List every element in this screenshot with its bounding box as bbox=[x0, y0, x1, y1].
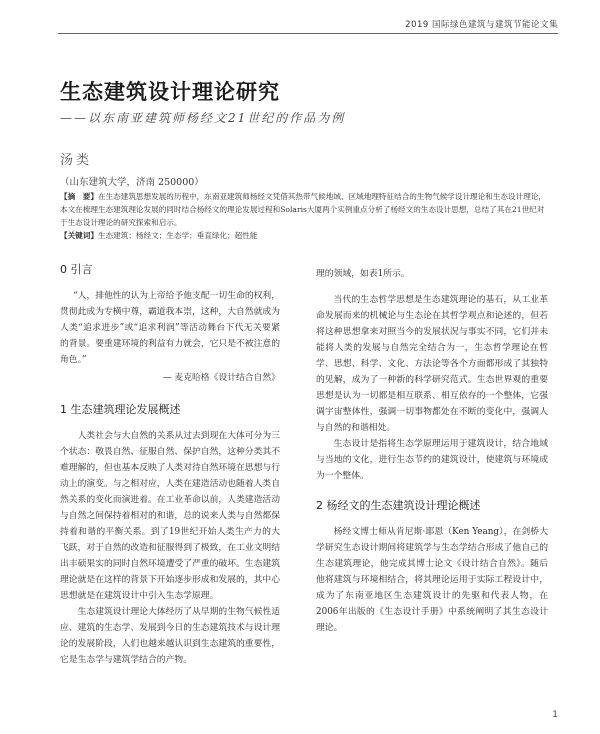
right-paragraph-1: 当代的生态哲学思想是生态建筑理论的基石，从工业革命发展而来的机械论与生态论在其哲学观点和论述的，但若将这种思想拿来对照当今的发展状况与事实不同，它们并未能将人类的发展与自然完全结合为一，生态哲学理论在哲学、思想、科学、文化、方法论等各个方面都形成了其独特的见解，成为了一种新的科学研究范式。生态世界观的重要思想是认为一切都是相互联系、相互依存的一个整体，它强调宇宙整体性，强调一切事物都处在不断的变化中，强调人与自然的和谐相处。 bbox=[316, 295, 548, 433]
right-column bbox=[316, 292, 548, 636]
section-1-paragraph: 人类社会与大自然的关系从过去到现在大体可分为三个状态：敬畏自然、征服自然、保护自然，这种分类其不难理解的，但也基本反映了人类对待自然环境在思想与行动上的演变。与之相对应，人类在建造活动也随着人类自然关系的变化而演进着。在工业革命以前，人类建造活动与自然之间保持着相对的和谐，总的说来人类与自然都保持着和谐的平衡关系。到了19世纪开始人类生产力的大飞跃，对于自然的改造和征服得到了极致，在工业文明结出丰硕果实的同时自然环境遭受了严重的破坏。生态建筑理论就是在这样的背景下开始逐步形成和发展的，其中心思想就是在建筑设计中引入生态学原理。 bbox=[60, 431, 280, 601]
quote-source: — 麦克哈格《设计结合自然》 bbox=[162, 373, 280, 383]
header-rule bbox=[58, 33, 558, 34]
intro-quote: “人，排他性的认为上帝给予他支配一切生命的权利，贯彻此成为专横中尊，霸道我本崇，这种，大自然就成为人类“追求进步”或“追求利润”等活动舞台下代无关要紧的背景。要重建环境的利益有力就会，它只是不被注意的角色。” bbox=[60, 291, 281, 365]
abstract-label: 【摘 要】 bbox=[60, 192, 98, 201]
keywords-label: 【关键词】 bbox=[60, 231, 98, 240]
intro-heading: 0 引言 bbox=[60, 263, 93, 276]
abstract-text: 在生态建筑思想发展的历程中，东南亚建筑师杨经文凭借其热带气候地域、区域地理特征结合的生物气候学设计理论和生态设计理论，本文在梳理生态建筑理论发展的同时结合杨经文的理论发展过程和Solaris大厦两个实例重点分析了杨经文的生态设计思想，总结了其在21世纪对于生态设计理论的研究探索和启示。 bbox=[60, 192, 546, 227]
keywords-text: 生态建筑；杨经文；生态学；垂直绿化；超性能 bbox=[97, 231, 258, 240]
author-affiliation: （山东建筑大学，济南 250000） bbox=[60, 177, 204, 188]
right-column-continuation: 理的领域，如表1所示。 bbox=[316, 269, 410, 279]
section-1-heading: 1 生态建筑理论发展概述 bbox=[60, 403, 181, 416]
page-number: 1 bbox=[552, 710, 558, 720]
author-name: 汤类 bbox=[60, 153, 93, 168]
paper-subtitle: ——以东南亚建筑师杨经文21世纪的作品为例 bbox=[60, 111, 346, 125]
section-2-paragraph: 杨经文博士师从肯尼斯·耶恩（Ken Yeang），在剑桥大学研究生态设计期间将建筑学与生态学结合形成了他自己的生态建筑理论，他完成其博士论文《设计结合自然》。随后他将建筑与环境相结合，将其理论运用于实际工程设计中，成为了东南亚地区生态建筑设计的先驱和代表人物，在2006年出版的《生态设计手册》中系统阐明了其生态设计理论。 bbox=[316, 527, 548, 633]
running-head: 2019 国际绿色建筑与建筑节能论文集 bbox=[405, 20, 558, 30]
keywords-paragraph bbox=[60, 229, 550, 242]
right-paragraph-2: 生态设计是指将生态学原理运用于建筑设计，结合地域与当地的文化，进行生态节约的建筑设计，使建筑与环境成为一个整体。 bbox=[316, 439, 548, 481]
abstract-block bbox=[60, 190, 550, 242]
section-1-paragraph-2: 生态建筑设计理论大体经历了从早期的生物气候性适应、建筑的生态学、发展到今日的生态建筑技术与设计理论的发展阶段，人们也越来越认识到生态建筑的重要性，它是生态学与建筑学结合的产物。 bbox=[60, 607, 280, 665]
left-column bbox=[60, 262, 280, 668]
section-2-heading: 2 杨经文的生态建筑设计理论概述 bbox=[316, 499, 481, 512]
abstract-paragraph bbox=[60, 190, 550, 229]
paper-title: 生态建筑设计理论研究 bbox=[60, 80, 280, 104]
